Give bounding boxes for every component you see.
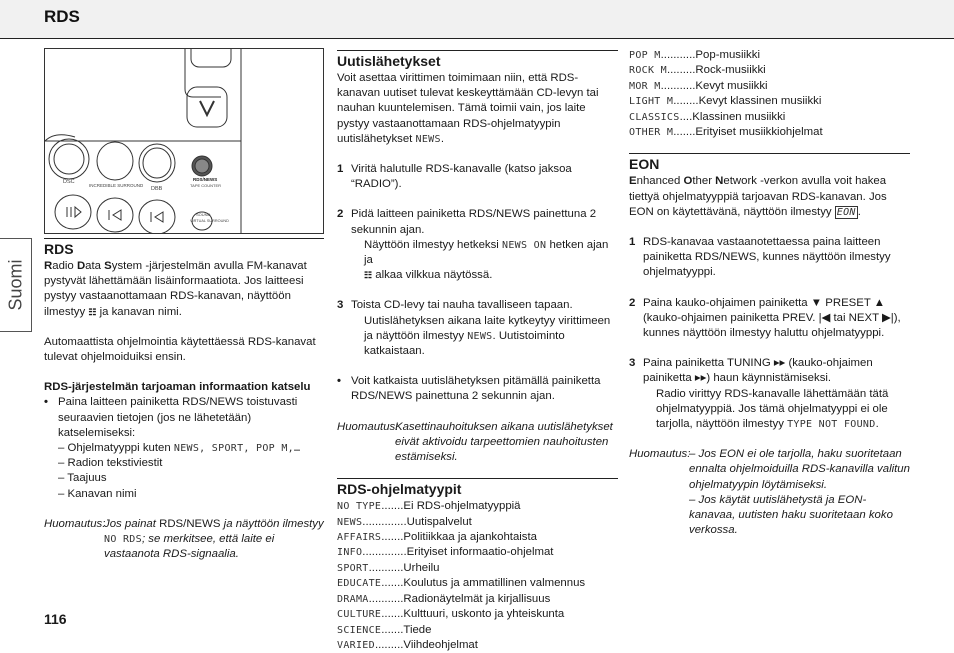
eon-intro: Enhanced Other Network -verkon avulla voit hakea tiettyä ohjelmatyyppiä tarjoavan RDS-kanavan. Jos EON on käytettävänä, näyttöön ilmestyy EON . bbox=[629, 175, 887, 218]
eon-note: Huomautus: – Jos EON ei ole tarjolla, haku suoritetaan ennalta ohjelmoiduilla RDS-kanavilla valitun ohjelmatyypin löytämiseksi. – Jos käytät uutislähetystä ja EON-kanavaa, uutisten haku suoritetaan koko verkossa. bbox=[629, 447, 910, 538]
type-row: CULTURE.......Kulttuuri, uskonto ja yhteiskunta bbox=[337, 608, 565, 621]
news-note: Huomautus: Kasettinauhoituksen aikana uutislähetykset eivät aktivoidu tarpeettomien nauhoitusten estämiseksi. bbox=[337, 420, 613, 464]
rds-news-label: RDS/NEWS bbox=[193, 177, 218, 182]
type-row: DRAMA...........Radionäytelmät ja kirjallisuus bbox=[337, 592, 551, 605]
news-bullet: • Voit katkaista uutislähetyksen pitämällä painiketta RDS/NEWS painettuna 2 sekunnin ajan. bbox=[337, 375, 601, 403]
language-tab-label: Suomi bbox=[4, 259, 25, 311]
news-step-1: 1 Viritä halutulle RDS-kanavalle (katso jaksoa “RADIO”). bbox=[337, 163, 572, 191]
rds-info-subtitle: RDS-järjestelmän tarjoaman informaation katselu bbox=[44, 381, 311, 394]
type-row: NO TYPE.......Ei RDS-ohjelmatyyppiä bbox=[337, 500, 521, 513]
virtual-surround-label: VIRTUAL SURROUND bbox=[190, 219, 229, 223]
eon-display-indicator: EON bbox=[836, 206, 856, 218]
rds-dash-frequency: – Taajuus bbox=[58, 472, 107, 485]
device-illustration bbox=[44, 48, 324, 234]
type-row: LIGHT M........Kevyt klassinen musiikki bbox=[629, 95, 822, 108]
eon-step-1: 1 RDS-kanavaa vastaanotettaessa paina laitteen painiketta RDS/NEWS, kunnes näyttöön ilmestyy ohjelmatyyppi. bbox=[629, 236, 891, 279]
type-row: SPORT...........Urheilu bbox=[337, 561, 440, 574]
dsc-label: DSC bbox=[63, 179, 75, 185]
eon-step-3: 3 Paina painiketta TUNING ▸▸ (kauko-ohjaimen painiketta ▸▸) haun käynnistämiseksi. bbox=[629, 357, 873, 385]
device-panel-drawing bbox=[45, 49, 323, 233]
eon-note-1: – Jos EON ei ole tarjolla, haku suoritetaan ennalta ohjelmoiduilla RDS-kanavilla valitun ohjelmatyypin löytämiseksi. bbox=[689, 448, 910, 491]
eon-step-2: 2 Paina kauko-ohjaimen painiketta ▼ PRESET ▲ (kauko-ohjaimen painiketta PREV. |◀ tai NEXT ▶|), kunnes näyttöön ilmestyy haluttu ohjelmatyyppi. bbox=[629, 296, 901, 340]
eon-note-2: – Jos käytät uutislähetystä ja EON-kanavaa, uutisten haku suoritetaan koko verkossa. bbox=[689, 493, 893, 537]
news-step-2-detail: Näyttöön ilmestyy hetkeksi NEWS ON hetken ajan ja ☷ alkaa vilkkua näytössä. bbox=[364, 238, 609, 282]
tape-counter-label: TAPE COUNTER bbox=[190, 183, 222, 188]
news-step-3-detail: Uutislähetyksen aikana laite kytkeytyy virittimeen ja näyttöön ilmestyy NEWS. Uutistoiminto katkaistaan. bbox=[364, 314, 611, 358]
rds-dash-station-name: – Kanavan nimi bbox=[58, 487, 137, 500]
news-step-3: 3 Toista CD-levy tai nauha tavalliseen tapaan. bbox=[337, 299, 573, 312]
dbb-label: DBB bbox=[151, 186, 163, 192]
news-title: Uutislähetykset bbox=[337, 50, 618, 70]
page-header bbox=[0, 0, 954, 39]
type-row: POP M...........Pop-musiikki bbox=[629, 49, 760, 61]
type-row: INFO..............Erityiset informaatio-ohjelmat bbox=[337, 546, 554, 559]
rds-note: Huomautus: Jos painat RDS/NEWS ja näyttöön ilmestyy NO RDS; se merkitsee, että laite ei vastaanota RDS-signaalia. bbox=[44, 517, 324, 561]
type-row: VARIED.........Viihdeohjelmat bbox=[337, 638, 478, 651]
type-row: ROCK M.........Rock-musiikki bbox=[629, 64, 766, 77]
language-tab bbox=[0, 238, 32, 332]
eon-step-3-detail: Radio virittyy RDS-kanavalle lähettämään tätä ohjelmatyyppiä. Jos tämä ohjelmatyyppi ei ole tarjolla, näyttöön ilmestyy TYPE NOT FOUND. bbox=[656, 387, 889, 431]
type-row: SCIENCE.......Tiede bbox=[337, 623, 432, 636]
type-row: NEWS..............Uutispalvelut bbox=[337, 515, 472, 528]
rds-display-icon: ☷ bbox=[364, 270, 373, 281]
eon-title: EON bbox=[629, 153, 910, 173]
rds-info-bullet: • Paina laitteen painiketta RDS/NEWS toistuvasti seuraavien tietojen (jos ne lähetetään) katselemiseksi: bbox=[44, 396, 298, 439]
page-number: 116 bbox=[44, 611, 67, 627]
incredible-surround-label: INCREDIBLE SURROUND bbox=[89, 183, 144, 188]
type-row: MOR M...........Kevyt musiikki bbox=[629, 79, 768, 92]
rds-dash-program-type: – Ohjelmatyyppi kuten NEWS, SPORT, POP M,… bbox=[58, 442, 301, 455]
news-intro: Voit asettaa virittimen toimimaan niin, että RDS-kanavan uutiset tulevat keskeyttämään CD-levyn tai nauhan kuuntelemisen. Tämä toimii vain, jos laite pystyy vastaanottamaan RDS-ohjelmatyypin uutislähetykset NEWS. bbox=[337, 72, 599, 145]
type-row: CLASSICS....Klassinen musiikki bbox=[629, 110, 786, 123]
type-row: AFFAIRS.......Politiikkaa ja ajankohtaista bbox=[337, 531, 538, 544]
news-section bbox=[337, 50, 618, 653]
rds-display-icon: ☷ bbox=[88, 306, 97, 317]
rds-auto-text: Automaattista ohjelmointia käytettäessä RDS-kanavat tulevat ohjelmoiduiksi ensin. bbox=[44, 335, 316, 364]
rds-intro: Radio Data System -järjestelmän avulla FM-kanavat pystyvät lähettämään lisäinformaatiota. Jos laitteesi pystyy vastaanottamaan RDS-kanavan, näyttöön ilmestyy ☷ ja kanavan nimi. bbox=[44, 260, 307, 318]
news-step-2: 2 Pidä laitteen painiketta RDS/NEWS painettuna 2 sekunnin ajan. bbox=[337, 208, 597, 236]
rds-dash-radio-text: – Radion tekstiviestit bbox=[58, 457, 163, 470]
eon-section bbox=[629, 48, 910, 539]
type-row: EDUCATE.......Koulutus ja ammatillinen valmennus bbox=[337, 577, 586, 590]
sound-label: SOUND bbox=[196, 212, 211, 217]
page-title: RDS bbox=[44, 7, 80, 26]
rds-title: RDS bbox=[44, 238, 324, 258]
types-title: RDS-ohjelmatyypit bbox=[337, 478, 618, 498]
type-row: OTHER M.......Erityiset musiikkiohjelmat bbox=[629, 126, 823, 139]
types-list-right bbox=[629, 48, 910, 140]
rds-section bbox=[44, 238, 324, 562]
types-list-left bbox=[337, 499, 618, 653]
